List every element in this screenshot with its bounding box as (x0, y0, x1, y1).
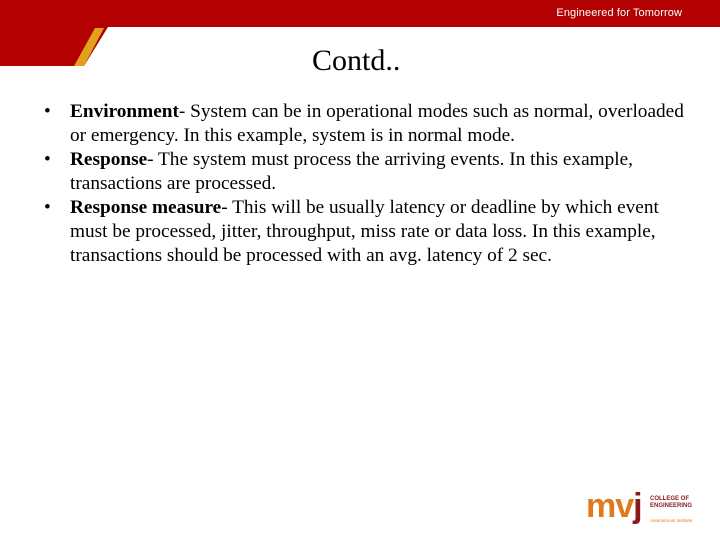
bullet-dot-icon: • (44, 197, 51, 218)
bullet-dot-icon: • (44, 101, 51, 122)
bullet-text: - System can be in operational modes such as normal, overloaded or emergency. In this example, system is in normal mode. (70, 101, 684, 146)
logo-subtext: Autonomous Institute (650, 518, 693, 523)
bullet-response-measure (44, 196, 694, 268)
bullet-list (44, 100, 694, 268)
mvj-logo (586, 487, 710, 528)
slide-title: Contd.. (312, 44, 401, 77)
logo-wordmark: mvj (586, 487, 642, 525)
bullet-term: Response measure (70, 197, 222, 218)
bullet-term: Environment (70, 101, 179, 122)
bullet-term: Response (70, 149, 148, 170)
logo-college-text: COLLEGE OF ENGINEERING (650, 496, 693, 509)
bullet-text: - The system must process the arriving events. In this example, transactions are processed. (70, 149, 633, 194)
bullet-response (44, 148, 694, 196)
bullet-text: - This will be usually latency or deadline by which event must be processed, jitter, throughput, miss rate or data loss. In this example, transactions should be processed with an avg. latency of 2 sec. (70, 197, 659, 266)
bullet-environment (44, 100, 694, 148)
header-tagline: Engineered for Tomorrow (556, 7, 682, 19)
bullet-dot-icon: • (44, 149, 51, 170)
